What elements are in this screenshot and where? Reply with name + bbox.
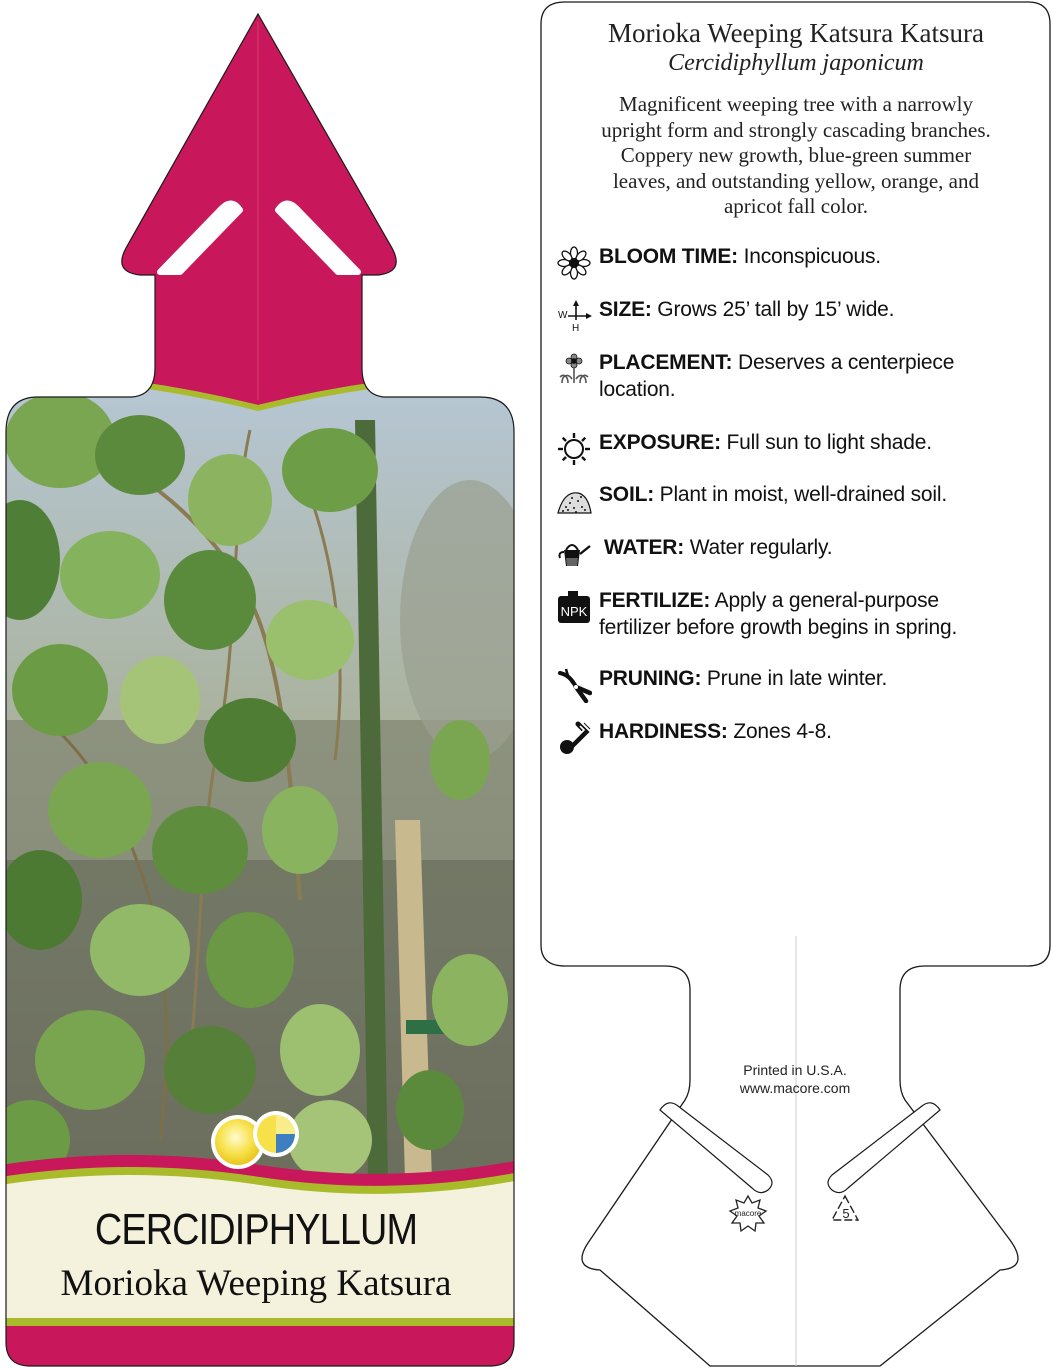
care-text: Apply a general-purpose [710,589,939,612]
care-text: Plant in moist, well-drained soil. [654,483,947,506]
size-dimensions-icon [556,298,592,334]
front-genus-name: CERCIDIPHYLLUM [94,1205,418,1254]
thermometer-icon [556,720,592,756]
care-text: Full sun to light shade. [720,431,932,454]
front-cultivar-name: Morioka Weeping Katsura [60,1263,452,1304]
flower-icon [556,245,592,281]
macore-logo-text: macore [734,1209,762,1218]
sun-icon [556,431,592,467]
care-label: WATER: [604,536,685,559]
care-label: HARDINESS: [599,720,728,743]
care-text: Deserves a centerpiece [732,351,955,374]
description-line: Magnificent weeping tree with a narrowly [619,92,973,116]
description-line: apricot fall color. [723,194,869,218]
care-label: PLACEMENT: [599,351,733,374]
care-label: SOIL: [599,483,654,506]
pruning-shears-icon [556,667,592,703]
description-line: Coppery new growth, blue-green summer [620,143,972,167]
part-shade-icon [253,1111,299,1157]
printed-country: Printed in U.S.A. [743,1062,847,1078]
back-common-name: Morioka Weeping Katsura Katsura [608,18,984,48]
care-label: SIZE: [599,298,652,321]
care-text-continued: fertilizer before growth begins in spring. [599,616,958,639]
printed-info [700,1061,890,1097]
care-text: Grows 25’ tall by 15’ wide. [651,298,895,321]
care-text-continued: location. [599,378,676,401]
care-label: BLOOM TIME: [599,245,738,268]
care-text: Zones 4-8. [727,720,832,743]
placement-flowers-icon [556,351,592,387]
care-text: Inconspicuous. [737,245,881,268]
size-h-label: H [572,323,580,334]
care-label: EXPOSURE: [599,431,721,454]
care-text: Prune in late winter. [701,667,888,690]
front-tag [0,0,520,1369]
back-botanical-name: Cercidiphyllum japonicum [668,50,924,76]
care-label: FERTILIZE: [599,589,711,612]
npk-fertilizer-icon [556,589,592,625]
back-description [555,92,1037,220]
recycle-number: 5 [842,1206,850,1221]
soil-mound-icon [556,483,592,519]
care-text: Water regularly. [684,536,833,559]
watering-can-icon [556,536,592,572]
description-line: upright form and strongly cascading branches. [601,117,991,142]
printed-website: www.macore.com [739,1080,851,1096]
npk-text: NPK [560,604,588,619]
size-w-label: W [558,310,568,321]
description-line: leaves, and outstanding yellow, orange, and [612,168,980,193]
care-label: PRUNING: [599,667,702,690]
